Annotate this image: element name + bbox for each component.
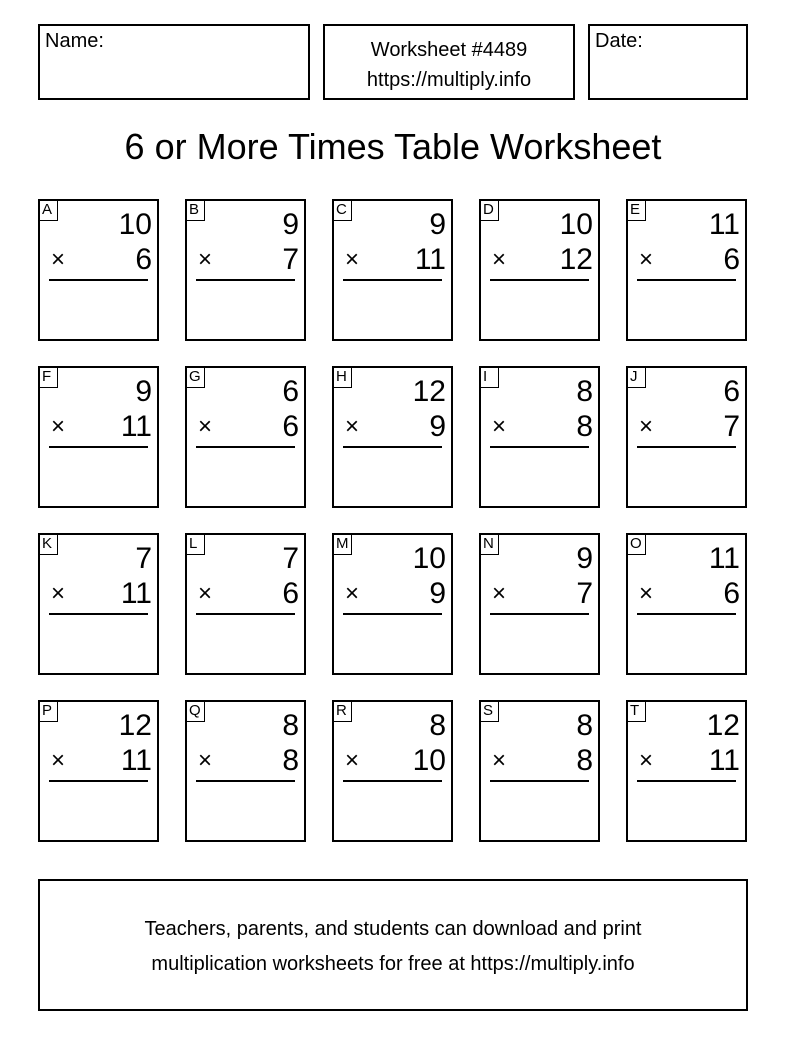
- multiplier: 6: [282, 577, 299, 610]
- times-sign: ×: [639, 246, 654, 273]
- problem-letter: P: [38, 700, 58, 722]
- answer-line: [49, 613, 148, 615]
- times-sign: ×: [492, 747, 507, 774]
- problem-letter: B: [185, 199, 205, 221]
- problem-card[interactable]: [479, 366, 600, 508]
- problem-card[interactable]: [626, 366, 747, 508]
- problem-card[interactable]: [185, 199, 306, 341]
- problem-letter: L: [185, 533, 205, 555]
- times-sign: ×: [639, 747, 654, 774]
- times-sign: ×: [51, 413, 66, 440]
- problem-card[interactable]: [626, 533, 747, 675]
- problem-letter: A: [38, 199, 58, 221]
- times-sign: ×: [198, 413, 213, 440]
- multiplier: 6: [723, 577, 740, 610]
- answer-line: [637, 279, 736, 281]
- problem-card[interactable]: [332, 533, 453, 675]
- multiplicand: 10: [118, 208, 152, 241]
- problem-letter: M: [332, 533, 352, 555]
- problem-card[interactable]: [332, 366, 453, 508]
- problem-card[interactable]: [38, 533, 159, 675]
- problem-letter: G: [185, 366, 205, 388]
- worksheet-number: Worksheet #4489: [370, 39, 528, 61]
- multiplier: 11: [708, 744, 740, 777]
- multiplicand: 8: [576, 709, 593, 742]
- multiplicand: 11: [708, 208, 740, 241]
- multiplicand: 8: [429, 709, 446, 742]
- answer-line: [196, 613, 295, 615]
- footer-box: [38, 879, 748, 1011]
- multiplier: 8: [576, 410, 593, 443]
- times-sign: ×: [51, 747, 66, 774]
- times-sign: ×: [198, 246, 213, 273]
- multiplicand: 7: [282, 542, 299, 575]
- times-sign: ×: [345, 413, 360, 440]
- problem-card[interactable]: [332, 199, 453, 341]
- problem-letter: E: [626, 199, 646, 221]
- multiplier: 11: [120, 410, 152, 443]
- answer-line: [490, 613, 589, 615]
- times-sign: ×: [345, 246, 360, 273]
- problem-letter: K: [38, 533, 58, 555]
- problem-card[interactable]: [479, 700, 600, 842]
- times-sign: ×: [639, 580, 654, 607]
- problem-card[interactable]: [185, 533, 306, 675]
- answer-line: [490, 780, 589, 782]
- times-sign: ×: [639, 413, 654, 440]
- multiplicand: 8: [282, 709, 299, 742]
- problem-card[interactable]: [185, 700, 306, 842]
- multiplier: 6: [723, 243, 740, 276]
- multiplicand: 10: [559, 208, 593, 241]
- problem-letter: S: [479, 700, 499, 722]
- footer-line-1: Teachers, parents, and students can download and print: [144, 918, 642, 940]
- multiplier: 9: [429, 410, 446, 443]
- times-sign: ×: [51, 580, 66, 607]
- answer-line: [490, 279, 589, 281]
- problem-card[interactable]: [332, 700, 453, 842]
- multiplicand: 12: [118, 709, 152, 742]
- multiplier: 9: [429, 577, 446, 610]
- problem-card[interactable]: [38, 700, 159, 842]
- problem-card[interactable]: [479, 533, 600, 675]
- worksheet-url: https://multiply.info: [366, 69, 532, 91]
- multiplicand: 9: [576, 542, 593, 575]
- multiplier: 11: [120, 744, 152, 777]
- answer-line: [196, 780, 295, 782]
- problem-card[interactable]: [38, 366, 159, 508]
- answer-line: [49, 279, 148, 281]
- answer-line: [637, 613, 736, 615]
- problem-letter: Q: [185, 700, 205, 722]
- problem-letter: I: [479, 366, 499, 388]
- answer-line: [343, 780, 442, 782]
- answer-line: [49, 780, 148, 782]
- problem-card[interactable]: [479, 199, 600, 341]
- page-title: 6 or More Times Table Worksheet: [124, 126, 662, 167]
- problem-card[interactable]: [185, 366, 306, 508]
- times-sign: ×: [198, 580, 213, 607]
- problem-letter: H: [332, 366, 352, 388]
- multiplicand: 9: [282, 208, 299, 241]
- times-sign: ×: [51, 246, 66, 273]
- multiplier: 6: [135, 243, 152, 276]
- multiplicand: 7: [135, 542, 152, 575]
- multiplier: 7: [576, 577, 593, 610]
- problem-letter: D: [479, 199, 499, 221]
- multiplicand: 12: [412, 375, 446, 408]
- problem-letter: O: [626, 533, 646, 555]
- times-sign: ×: [345, 747, 360, 774]
- problem-card[interactable]: [626, 199, 747, 341]
- multiplier: 12: [559, 243, 593, 276]
- times-sign: ×: [492, 246, 507, 273]
- answer-line: [196, 279, 295, 281]
- name-box[interactable]: [38, 24, 310, 100]
- times-sign: ×: [492, 413, 507, 440]
- multiplicand: 12: [706, 709, 740, 742]
- multiplicand: 9: [429, 208, 446, 241]
- answer-line: [343, 279, 442, 281]
- multiplier: 8: [576, 744, 593, 777]
- problem-letter: N: [479, 533, 499, 555]
- multiplier: 11: [120, 577, 152, 610]
- date-label: Date:: [595, 30, 643, 52]
- times-sign: ×: [345, 580, 360, 607]
- problem-grid: [38, 199, 748, 843]
- multiplier: 7: [282, 243, 299, 276]
- problem-letter: R: [332, 700, 352, 722]
- answer-line: [343, 446, 442, 448]
- answer-line: [490, 446, 589, 448]
- multiplier: 8: [282, 744, 299, 777]
- times-sign: ×: [198, 747, 213, 774]
- date-box[interactable]: [588, 24, 748, 100]
- times-sign: ×: [492, 580, 507, 607]
- problem-card[interactable]: [38, 199, 159, 341]
- worksheet-info-box: [323, 24, 575, 100]
- multiplicand: 8: [576, 375, 593, 408]
- problem-letter: C: [332, 199, 352, 221]
- problem-letter: J: [626, 366, 646, 388]
- footer-line-2: multiplication worksheets for free at https://multiply.info: [151, 953, 635, 975]
- answer-line: [49, 446, 148, 448]
- multiplicand: 6: [282, 375, 299, 408]
- problem-letter: T: [626, 700, 646, 722]
- answer-line: [637, 780, 736, 782]
- name-label: Name:: [45, 30, 104, 52]
- multiplier: 7: [723, 410, 740, 443]
- multiplicand: 10: [412, 542, 446, 575]
- multiplier: 6: [282, 410, 299, 443]
- answer-line: [343, 613, 442, 615]
- multiplicand: 9: [135, 375, 152, 408]
- multiplier: 11: [414, 243, 446, 276]
- multiplicand: 11: [708, 542, 740, 575]
- problem-card[interactable]: [626, 700, 747, 842]
- problem-letter: F: [38, 366, 58, 388]
- answer-line: [196, 446, 295, 448]
- answer-line: [637, 446, 736, 448]
- multiplier: 10: [412, 744, 446, 777]
- multiplicand: 6: [723, 375, 740, 408]
